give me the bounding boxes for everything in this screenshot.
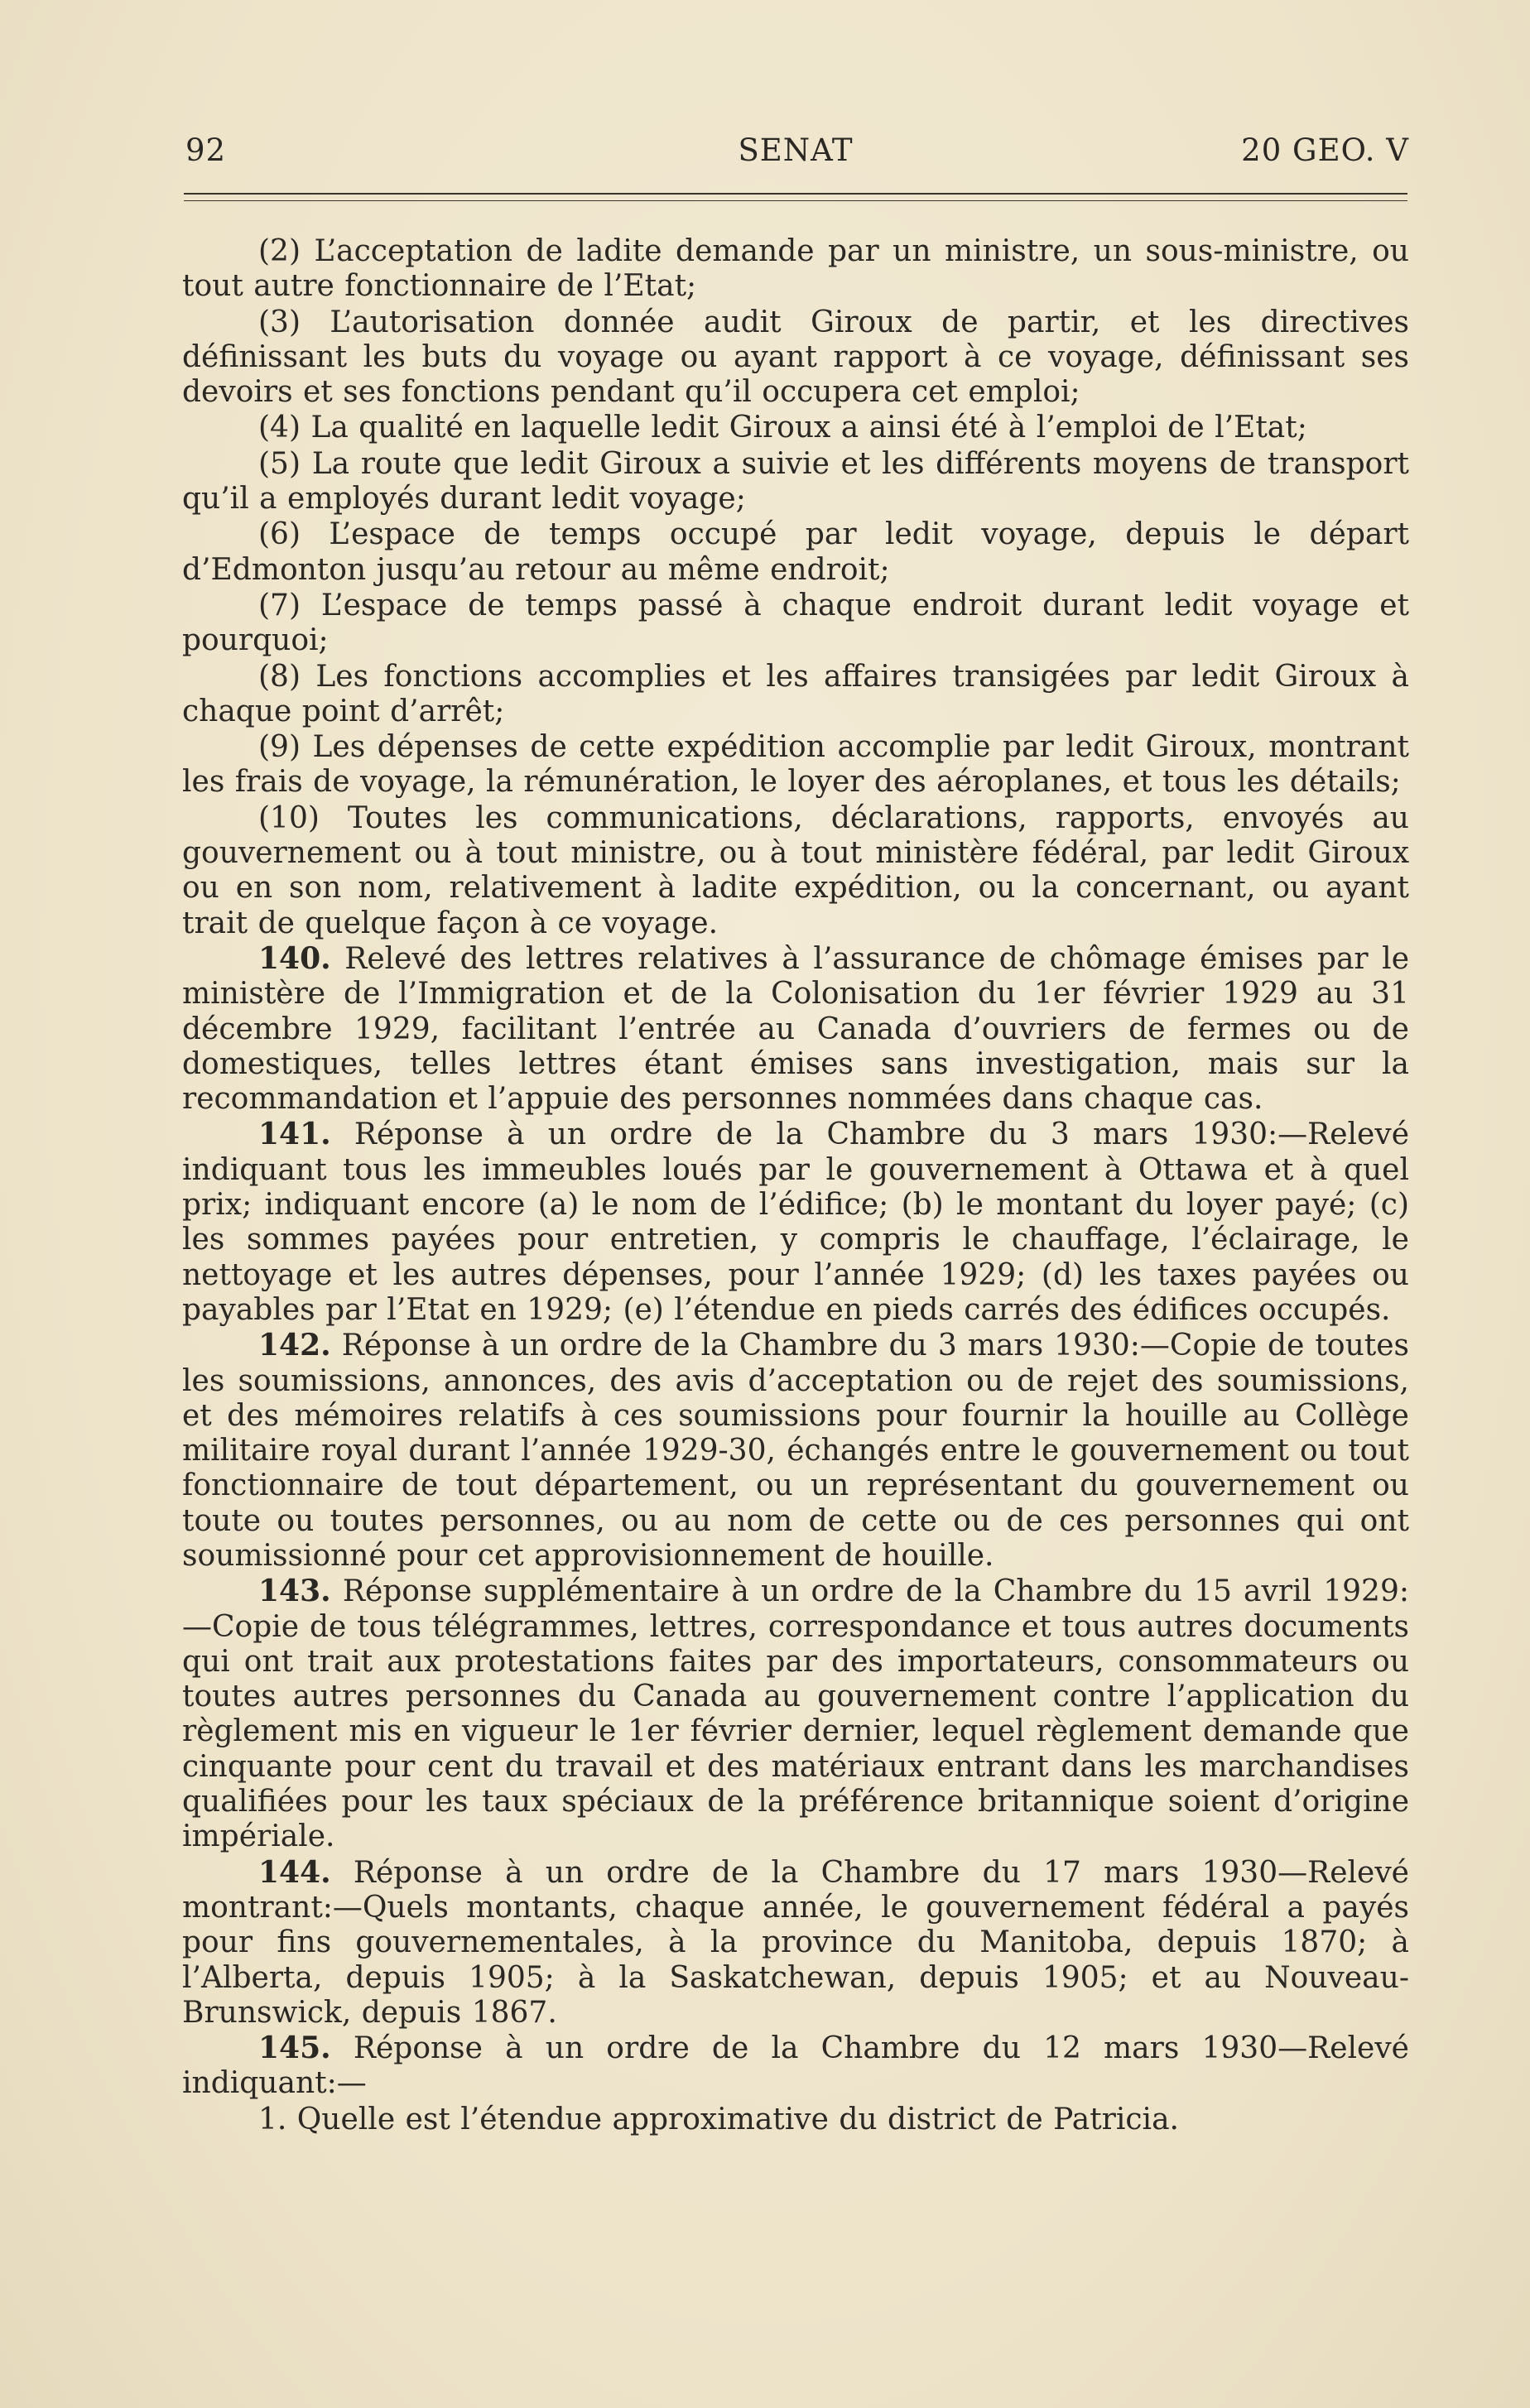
volume-label: 20 GEO. V <box>1241 132 1409 168</box>
header-rule-thin <box>184 200 1407 201</box>
header-rule <box>184 193 1407 195</box>
list-item: (8) Les fonctions accomplies et les affaires transigées par ledit Giroux à chaque point d’arrêt; <box>182 659 1409 728</box>
running-title: SENAT <box>738 132 854 168</box>
list-item: 1. Quelle est l’étendue approximative du district de Patricia. <box>258 2102 1179 2136</box>
paragraph-number: 143. <box>258 1574 331 1609</box>
page-number: 92 <box>185 132 227 168</box>
numbered-paragraph: 141. Réponse à un ordre de la Chambre du 3 mars 1930:—Relevé indiquant tous les immeubles loués par le gouvernement à Ottawa et à quel prix; indiquant encore (a) le nom de l’édifice; (b) le montant du loyer payé; (c) les sommes payées pour entretien, y compris le chauffage, l’éclairage, le nettoyage et les autres dépenses, pour l’année 1929; (d) les taxes payées ou payables par l’Etat en 1929; (e) l’étendue en pieds carrés des édifices occupés. <box>182 1117 1409 1327</box>
numbered-paragraph: 145. Réponse à un ordre de la Chambre du 12 mars 1930—Relevé indiquant:— <box>182 2031 1409 2101</box>
paragraph-number: 144. <box>258 1854 331 1890</box>
paragraph-number: 145. <box>258 2031 331 2066</box>
list-item: (3) L’autorisation donnée audit Giroux de partir, et les directives définissant les buts du voyage ou ayant rapport à ce voyage, définissant ses devoirs et ses fonctions pendant qu’il occupera cet emploi; <box>182 305 1409 410</box>
list-item: (4) La qualité en laquelle ledit Giroux a ainsi été à l’emploi de l’Etat; <box>258 411 1307 445</box>
numbered-paragraph: 142. Réponse à un ordre de la Chambre du 3 mars 1930:—Copie de toutes les soumissions, annonces, des avis d’acceptation ou de rejet des soumissions, et des mémoires relatifs à ces soumissions pour fournir la houille au Collège militaire royal durant l’année 1929-30, échangés entre le gouvernement ou tout fonctionnaire de tout département, ou un représentant du gouvernement ou toute ou toutes personnes, ou au nom de cette ou de ces personnes qui ont soumissionné pour cet approvisionnement de houille. <box>182 1328 1409 1573</box>
paragraph-number: 141. <box>258 1117 331 1152</box>
page-body <box>182 233 1409 2137</box>
numbered-paragraph: 140. Relevé des lettres relatives à l’assurance de chômage émises par le ministère de l’Immigration et de la Colonisation du 1er février 1929 au 31 décembre 1929, facilitant l’entrée au Canada d’ouvriers de fermes ou de domestiques, telles lettres étant émises sans investigation, mais sur la recommandation et l’appuie des personnes nommées dans chaque cas. <box>182 940 1409 1117</box>
numbered-paragraph: 144. Réponse à un ordre de la Chambre du 17 mars 1930—Relevé montrant:—Quels montants, chaque année, le gouvernement fédéral a payés pour fins gouvernementales, à la province du Manitoba, depuis 1870; à l’Alberta, depuis 1905; à la Saskatchewan, depuis 1905; et au Nouveau-Brunswick, depuis 1867. <box>182 1854 1409 2030</box>
paragraph-number: 140. <box>258 940 331 976</box>
list-item: (10) Toutes les communications, déclarations, rapports, envoyés au gouvernement ou à tout ministre, ou à tout ministère fédéral, par ledit Giroux ou en son nom, relativement à ladite expédition, ou la concernant, ou ayant trait de quelque façon à ce voyage. <box>182 800 1409 940</box>
list-item: (6) L’espace de temps occupé par ledit voyage, depuis le départ d’Edmonton jusqu’au retour au même endroit; <box>182 517 1409 587</box>
numbered-paragraph: 143. Réponse supplémentaire à un ordre de la Chambre du 15 avril 1929: —Copie de tous télégrammes, lettres, correspondance et tous autres documents qui ont trait aux protestations faites par des importateurs, consommateurs ou toutes autres personnes du Canada au gouvernement contre l’application du règlement mis en vigueur le 1er février dernier, lequel règlement demande que cinquante pour cent du travail et des matériaux entrant dans les marchandises qualifiées pour les taux spéciaux de la préférence britannique soient d’origine impériale. <box>182 1574 1409 1854</box>
page-header <box>182 132 1409 182</box>
list-item: (7) L’espace de temps passé à chaque endroit durant ledit voyage et pourquoi; <box>182 588 1409 658</box>
paragraph-number: 142. <box>258 1328 331 1363</box>
list-item: (9) Les dépenses de cette expédition accomplie par ledit Giroux, montrant les frais de voyage, la rémunération, le loyer des aéroplanes, et tous les détails; <box>182 730 1409 800</box>
list-item: (5) La route que ledit Giroux a suivie et les différents moyens de transport qu’il a employés durant ledit voyage; <box>182 446 1409 517</box>
list-item: (2) L’acceptation de ladite demande par un ministre, un sous-ministre, ou tout autre fonctionnaire de l’Etat; <box>182 234 1409 304</box>
